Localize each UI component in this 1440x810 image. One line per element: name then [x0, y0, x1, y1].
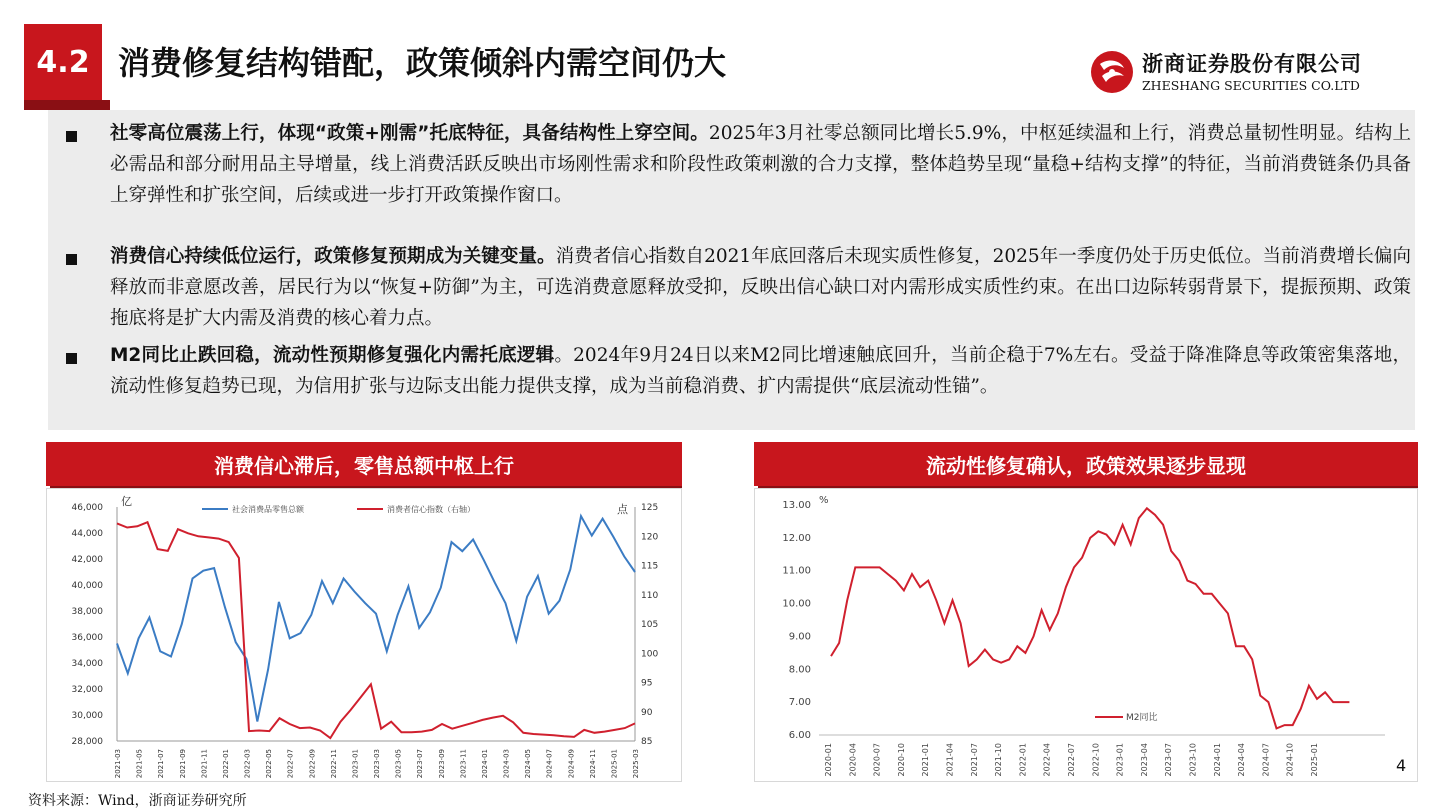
bullet-body: 。2024年9月24日以来M2同比增速触底回升，当前企稳于7%左右。受益于降准降息等政策密集落地，流动性修复趋势已现，为信用扩张与边际支出能力提供支撑，成为当前稳消费、扩内需提供“底层流动性锚”。 — [110, 345, 1411, 397]
series-line-1 — [117, 522, 635, 738]
x-tick-label: 2023-09 — [437, 749, 446, 779]
y-tick-label: 11.00 — [782, 565, 811, 577]
bullet-heading: 社零高位震荡上行，体现“政策+刚需”托底特征，具备结构性上穿空间。 — [110, 123, 709, 144]
left-y-tick-label: 40,000 — [71, 581, 103, 591]
x-tick-label: 2022-07 — [286, 749, 295, 779]
section-number: 4.2 — [36, 44, 90, 80]
x-tick-label: 2021-05 — [135, 749, 144, 779]
x-tick-label: 2020-04 — [848, 743, 858, 777]
y-tick-label: 7.00 — [788, 697, 811, 709]
left-y-tick-label: 32,000 — [71, 685, 103, 695]
right-y-unit: 点 — [617, 503, 628, 516]
x-tick-label: 2024-07 — [545, 749, 554, 779]
x-tick-label: 2022-03 — [243, 749, 252, 779]
y-unit: % — [819, 495, 829, 506]
x-tick-label: 2023-05 — [394, 749, 403, 779]
bullet-heading: M2同比止跌回稳，流动性预期修复强化内需托底逻辑 — [110, 345, 555, 366]
bullet-body: 消费者信心指数自2021年底回落后未现实质性修复，2025年一季度仍处于历史低位。当前消费增长偏向释放而非意愿改善，居民行为以“恢复+防御”为主，可选消费意愿释放受抑，反映出信心缺口对内需形成实质性约束。在出口边际转弱背景下，提振预期、政策拖底将是扩大内需及消费的核心着力点。 — [110, 246, 1411, 329]
right-y-tick-label: 85 — [641, 737, 653, 747]
right-y-tick-label: 105 — [641, 620, 659, 630]
left-y-tick-label: 38,000 — [71, 607, 103, 617]
x-tick-label: 2022-01 — [1018, 743, 1028, 777]
x-tick-label: 2023-01 — [1115, 743, 1125, 777]
x-tick-label: 2024-11 — [588, 749, 597, 779]
company-logo — [1090, 44, 1390, 100]
left-y-unit: 亿 — [121, 495, 132, 508]
x-tick-label: 2022-10 — [1091, 743, 1101, 777]
x-tick-label: 2020-10 — [896, 743, 906, 777]
series-line-0 — [117, 516, 635, 721]
y-tick-label: 12.00 — [782, 532, 811, 544]
x-tick-label: 2023-10 — [1188, 743, 1198, 777]
x-tick-label: 2022-05 — [265, 749, 274, 779]
retail-confidence-chart — [47, 489, 681, 781]
x-tick-label: 2024-01 — [1212, 743, 1222, 777]
x-tick-label: 2022-04 — [1042, 743, 1052, 777]
x-tick-label: 2025-03 — [632, 749, 640, 779]
right-y-tick-label: 110 — [641, 590, 659, 601]
x-tick-label: 2022-09 — [308, 749, 317, 779]
x-tick-label: 2021-07 — [157, 749, 166, 779]
badge-shadow — [24, 100, 110, 110]
x-tick-label: 2024-10 — [1285, 743, 1295, 777]
legend-label: M2同比 — [1126, 713, 1158, 723]
x-tick-label: 2023-04 — [1139, 743, 1149, 777]
x-tick-label: 2025-01 — [610, 749, 619, 779]
series-line-m2 — [831, 508, 1349, 728]
left-y-tick-label: 34,000 — [71, 659, 103, 669]
page-title: 消费修复结构错配，政策倾斜内需空间仍大 — [118, 44, 727, 82]
x-tick-label: 2021-04 — [945, 743, 955, 777]
left-y-tick-label: 44,000 — [71, 529, 103, 539]
bullet-item — [66, 241, 1411, 334]
m2-yoy-chart — [755, 489, 1417, 781]
bullet-item — [66, 118, 1411, 211]
x-tick-label: 2021-09 — [178, 749, 187, 779]
bullet-square-icon — [66, 254, 77, 265]
left-y-tick-label: 42,000 — [71, 555, 103, 565]
right-y-tick-label: 125 — [641, 503, 659, 513]
logo-english-name: ZHESHANG SECURITIES CO.LTD — [1142, 78, 1360, 93]
y-tick-label: 10.00 — [782, 598, 811, 610]
x-tick-label: 2023-01 — [351, 749, 360, 779]
right-panel-title: 流动性修复确认，政策效果逐步显现 — [754, 442, 1418, 486]
left-chart-panel — [46, 488, 682, 782]
legend-label: 消费者信心指数（右轴） — [387, 505, 475, 514]
x-tick-label: 2024-07 — [1261, 743, 1271, 777]
x-tick-label: 2024-03 — [502, 749, 511, 779]
x-tick-label: 2024-04 — [1237, 743, 1247, 777]
x-tick-label: 2023-07 — [416, 749, 425, 779]
x-tick-label: 2024-01 — [480, 749, 489, 779]
x-tick-label: 2021-01 — [921, 743, 931, 777]
right-y-tick-label: 115 — [641, 561, 659, 572]
bullet-square-icon — [66, 131, 77, 142]
x-tick-label: 2024-05 — [524, 749, 533, 779]
x-tick-label: 2022-07 — [1067, 743, 1076, 777]
x-tick-label: 2024-09 — [567, 749, 576, 779]
x-tick-label: 2021-11 — [200, 749, 209, 779]
source-note: 资料来源：Wind，浙商证券研究所 — [28, 793, 247, 809]
left-y-tick-label: 36,000 — [71, 633, 103, 643]
left-panel-title: 消费信心滞后，零售总额中枢上行 — [46, 442, 682, 486]
bullet-heading: 消费信心持续低位运行，政策修复预期成为关键变量。 — [110, 246, 556, 267]
logo-name: 浙商证券股份有限公司 — [1142, 52, 1362, 76]
bullet-square-icon — [66, 353, 77, 364]
section-number-badge — [24, 24, 102, 100]
x-tick-label: 2025-01 — [1310, 743, 1319, 777]
logo-emblem-icon — [1090, 50, 1134, 94]
y-tick-label: 8.00 — [788, 664, 811, 676]
x-tick-label: 2023-03 — [373, 749, 381, 779]
x-tick-label: 2020-07 — [872, 743, 882, 777]
x-tick-label: 2021-07 — [969, 743, 979, 777]
x-tick-label: 2022-11 — [329, 749, 338, 779]
x-tick-label: 2023-07 — [1164, 743, 1174, 777]
right-y-tick-label: 95 — [641, 678, 653, 689]
right-y-tick-label: 120 — [641, 532, 659, 543]
x-tick-label: 2023-11 — [459, 749, 468, 779]
y-tick-label: 13.00 — [782, 500, 811, 511]
right-y-tick-label: 90 — [641, 707, 653, 718]
bullet-item — [66, 340, 1411, 402]
bullet-body: 2025年3月社零总额同比增长5.9%，中枢延续温和上行，消费总量韧性明显。结构上必需品和部分耐用品主导增量，线上消费活跃反映出市场刚性需求和阶段性政策刺激的合力支撑，整体趋势呈现“量稳+结构支撑”的特征，当前消费链条仍具备上穿弹性和扩张空间，后续或进一步打开政策操作窗口。 — [110, 123, 1411, 206]
x-tick-label: 2021-03 — [114, 749, 122, 779]
left-y-tick-label: 46,000 — [71, 503, 103, 513]
y-tick-label: 6.00 — [788, 730, 811, 741]
y-tick-label: 9.00 — [788, 631, 811, 643]
page-number: 4 — [1396, 756, 1407, 775]
left-y-tick-label: 30,000 — [71, 711, 103, 721]
x-tick-label: 2020-01 — [824, 743, 833, 777]
legend-label: 社会消费品零售总额 — [232, 505, 304, 514]
x-tick-label: 2021-10 — [994, 743, 1004, 777]
x-tick-label: 2022-01 — [221, 749, 230, 779]
right-y-tick-label: 100 — [641, 649, 659, 660]
right-chart-panel — [754, 488, 1418, 782]
left-y-tick-label: 28,000 — [71, 737, 103, 747]
summary-box — [48, 110, 1415, 430]
